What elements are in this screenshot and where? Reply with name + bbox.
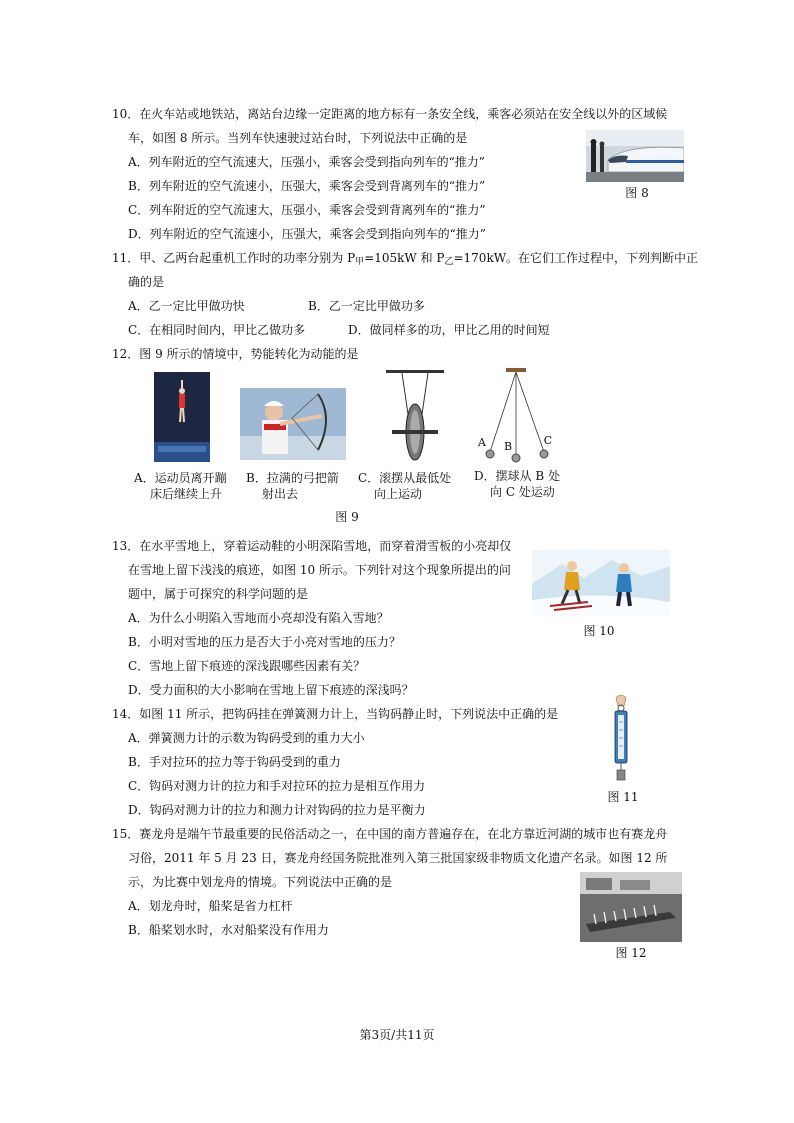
- q14-stem: 14．如图 11 所示，把钩码挂在弹簧测力计上，当钩码静止时，下列说法中正确的是: [112, 707, 559, 721]
- snow-scene-illustration: [532, 550, 670, 616]
- q12-caption-c-line1: C．滚摆从最低处: [358, 471, 452, 485]
- archery-photo: [240, 388, 346, 460]
- q10-option-b: B．列车附近的空气流速小，压强大，乘客会受到背离列车的“推力”: [128, 179, 486, 193]
- pendulum-label-a: A: [478, 436, 486, 449]
- q12-caption-b-line2: 射出去: [262, 487, 299, 501]
- pendulum-drawing: [470, 368, 560, 464]
- q13-option-d: D．受力面积的大小影响在雪地上留下痕迹的深浅吗？: [128, 683, 414, 697]
- q14-option-b: B．手对拉环的拉力等于钩码受到的重力: [128, 755, 341, 769]
- q13-stem-line3: 题中，属于可探究的科学问题的是: [128, 587, 309, 601]
- q15-stem-line3: 示，为比赛中划龙舟的情境。下列说法中正确的是: [128, 875, 393, 889]
- figure-11-caption: 图 11: [607, 790, 639, 804]
- pendulum-label-b: B: [503, 440, 513, 453]
- q13-option-b: B．小明对雪地的压力是否大于小亮对雪地的压力？: [128, 635, 401, 649]
- q10-option-c: C．列车附近的空气流速大，压强小，乘客会受到背离列车的“推力”: [128, 203, 486, 217]
- q11-option-c: C．在相同时间内，甲比乙做功多: [128, 323, 306, 337]
- figure-10-caption: 图 10: [583, 624, 615, 638]
- q10-option-d: D．列车附近的空气流速小，压强大，乘客会受到指向列车的“推力”: [128, 227, 486, 241]
- q13-stem-line1: 13．在水平雪地上，穿着运动鞋的小明深陷雪地，而穿着滑雪板的小亮却仅: [112, 539, 512, 553]
- train-station-photo: [586, 130, 684, 182]
- q13-stem-line2: 在雪地上留下浅浅的痕迹，如图 10 所示。下列针对这个现象所提出的问: [128, 563, 511, 577]
- q14-option-d: D．钩码对测力计的拉力和测力计对钩码的拉力是平衡力: [128, 803, 426, 817]
- q12-caption-c-line2: 向上运动: [374, 487, 423, 501]
- figure-9-caption: 图 9: [335, 510, 359, 524]
- q14-option-c: C．钩码对测力计的拉力和手对拉环的拉力是相互作用力: [128, 779, 426, 793]
- q11-stem-line1: 11．甲、乙两台起重机工作时的功率分别为 $P_甲=105kW$ 和 $P_乙=170kW$。在它们工作过程中，下列判断中正: [112, 251, 699, 267]
- q11-option-d: D．做同样多的功，甲比乙用的时间短: [348, 323, 550, 337]
- spring-scale-drawing: [606, 694, 636, 784]
- q15-stem-line1: 15．赛龙舟是端午节最重要的民俗活动之一，在中国的南方普遍存在，在北方靠近河湖的城市也有赛龙舟: [112, 827, 668, 841]
- q12-caption-a-line1: A．运动员离开蹦: [134, 471, 227, 485]
- page-footer: 第3页/共11页: [359, 1028, 435, 1042]
- trampoline-photo: [154, 372, 210, 462]
- q15-option-b: B．船桨划水时，水对船桨没有作用力: [128, 923, 329, 937]
- q14-option-a: A．弹簧测力计的示数为钩码受到的重力大小: [128, 731, 365, 745]
- figure-8-caption: 图 8: [625, 186, 649, 200]
- q11-stem-line2: 确的是: [128, 275, 165, 289]
- q10-stem-line1: 10．在火车站或地铁站，离站台边缘一定距离的地方标有一条安全线，乘客必须站在安全线以外的区域候: [112, 107, 668, 121]
- pendulum-label-c: C: [543, 434, 553, 447]
- q11-option-b: B．乙一定比甲做功多: [308, 299, 425, 313]
- maxwell-wheel-drawing: [384, 370, 446, 462]
- q12-caption-a-line2: 床后继续上升: [150, 487, 223, 501]
- dragon-boat-photo: [580, 872, 682, 942]
- q12-caption-b-line1: B．拉满的弓把箭: [246, 471, 339, 485]
- q10-option-a: A．列车附近的空气流速大，压强小，乘客会受到指向列车的“推力”: [128, 155, 485, 169]
- q11-option-a: A．乙一定比甲做功快: [128, 299, 245, 313]
- q12-caption-d-line2: 向 C 处运动: [490, 485, 555, 499]
- q13-option-a: A．为什么小明陷入雪地而小亮却没有陷入雪地？: [128, 611, 389, 625]
- q13-option-c: C．雪地上留下痕迹的深浅跟哪些因素有关？: [128, 659, 366, 673]
- q15-option-a: A．划龙舟时，船桨是省力杠杆: [128, 899, 293, 913]
- q15-stem-line2: 习俗，2011 年 5 月 23 日，赛龙舟经国务院批准列入第三批国家级非物质文化遗产名录。如图 12 所: [128, 851, 668, 865]
- q12-caption-d-line1: D．摆球从 B 处: [474, 469, 561, 483]
- q10-stem-line2: 车，如图 8 所示。当列车快速驶过站台时，下列说法中正确的是: [128, 131, 468, 145]
- q12-stem: 12．图 9 所示的情境中，势能转化为动能的是: [112, 347, 359, 361]
- figure-12-caption: 图 12: [615, 946, 647, 960]
